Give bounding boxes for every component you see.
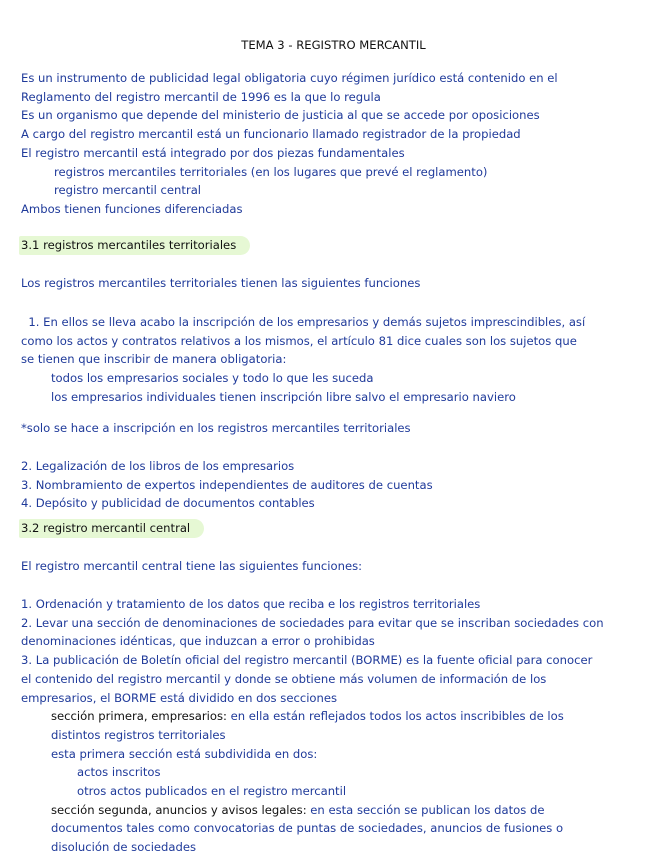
section1-item1-line: se tienen que inscribir de manera obligatoria: [21,352,287,367]
section-heading-3-2: 3.2 registro mercantil central [19,519,204,538]
borme-seccion-segunda-label: sección segunda, anuncios y avisos legales: [51,802,307,817]
borme-subdivision-item: otros actos publicados en el registro mercantil [77,784,347,799]
page-title: TEMA 3 - REGISTRO MERCANTIL [241,38,426,52]
intro-line: A cargo del registro mercantil está un funcionario llamado registrador de la propiedad [21,127,521,142]
borme-subdivision-item: actos inscritos [77,765,161,780]
section1-list-item: 4. Depósito y publicidad de documentos contables [21,496,315,511]
intro-line: Reglamento del registro mercantil de 1996 es la que lo regula [21,89,381,104]
borme-seccion-segunda-text: en esta sección se publican los datos de [306,802,545,817]
borme-seccion-segunda-cont: disolución de sociedades [51,840,197,855]
section-heading-3-2-row [21,519,646,538]
section1-item1-line: como los actos y contratos relativos a los mismos, el artículo 81 dice cuales son los sujetos que [21,333,577,348]
section1-list-item: 3. Nombramiento de expertos independientes de auditores de cuentas [21,477,433,492]
borme-seccion-primera-cont: distintos registros territoriales [51,727,226,742]
intro-closing: Ambos tienen funciones diferenciadas [21,201,243,216]
borme-seccion-primera [21,707,646,726]
section1-note: *solo se hace a inscripción en los registros mercantiles territoriales [21,421,411,435]
section2-item-line: denominaciones idénticas, que induzcan a error o prohibidas [21,634,375,649]
section1-item1 [21,313,646,407]
section2-lead-row [21,557,646,576]
section1-item1-sub: todos los empresarios sociales y todo lo que les suceda [51,371,374,386]
intro-sub-item: registro mercantil central [54,183,202,198]
section2-list [21,595,646,857]
borme-seccion-primera-label: sección primera, empresarios: [51,709,227,724]
section2-item-line: 2. Levar una sección de denominaciones de sociedades para evitar que se inscriban sociedades con [21,615,604,630]
intro-line: Es un organismo que depende del ministerio de justicia al que se accede por oposiciones [21,108,540,123]
intro-sub-item: registros mercantiles territoriales (en los lugares que prevé el reglamento) [54,164,488,179]
section2-item-line: el contenido del registro mercantil y donde se obtiene más volumen de información de los [21,671,547,686]
borme-seccion-segunda [21,801,646,820]
section-heading-3-1: 3.1 registros mercantiles territoriales [19,236,250,255]
section1-list-item: 2. Legalización de los libros de los empresarios [21,459,295,473]
intro-line: Es un instrumento de publicidad legal obligatoria cuyo régimen jurídico está contenido en el [21,71,558,85]
section1-note-row [21,419,646,438]
section2-item-line: 3. La publicación de Boletín oficial del registro mercantil (BORME) es la fuente oficial para conocer [21,653,593,668]
borme-seccion-primera-text: en ella están reflejados todos los actos inscribibles de los [226,709,564,724]
section1-lead-row [21,274,646,293]
section1-item1-sub: los empresarios individuales tienen inscripción libre salvo el empresario naviero [51,389,516,404]
intro-line: El registro mercantil está integrado por dos piezas fundamentales [21,145,405,160]
section-heading-3-1-row [21,236,646,255]
section2-item: 1. Ordenación y tratamiento de los datos que reciba e los registros territoriales [21,597,481,611]
section1-item1-line: 1. En ellos se lleva acabo la inscripción de los empresarios y demás sujetos imprescindibles, así [21,315,586,329]
borme-seccion-segunda-cont: documentos tales como convocatorias de puntas de sociedades, anuncios de fusiones o [51,821,564,836]
section1-list [21,457,646,513]
section2-lead: El registro mercantil central tiene las siguientes funciones: [21,559,363,573]
section1-lead: Los registros mercantiles territoriales tienen las siguientes funciones [21,276,421,290]
borme-subdivision: esta primera sección está subdividida en dos: [51,746,318,761]
intro-block [21,69,646,219]
section2-item-line: empresarios, el BORME está dividido en dos secciones [21,690,338,705]
